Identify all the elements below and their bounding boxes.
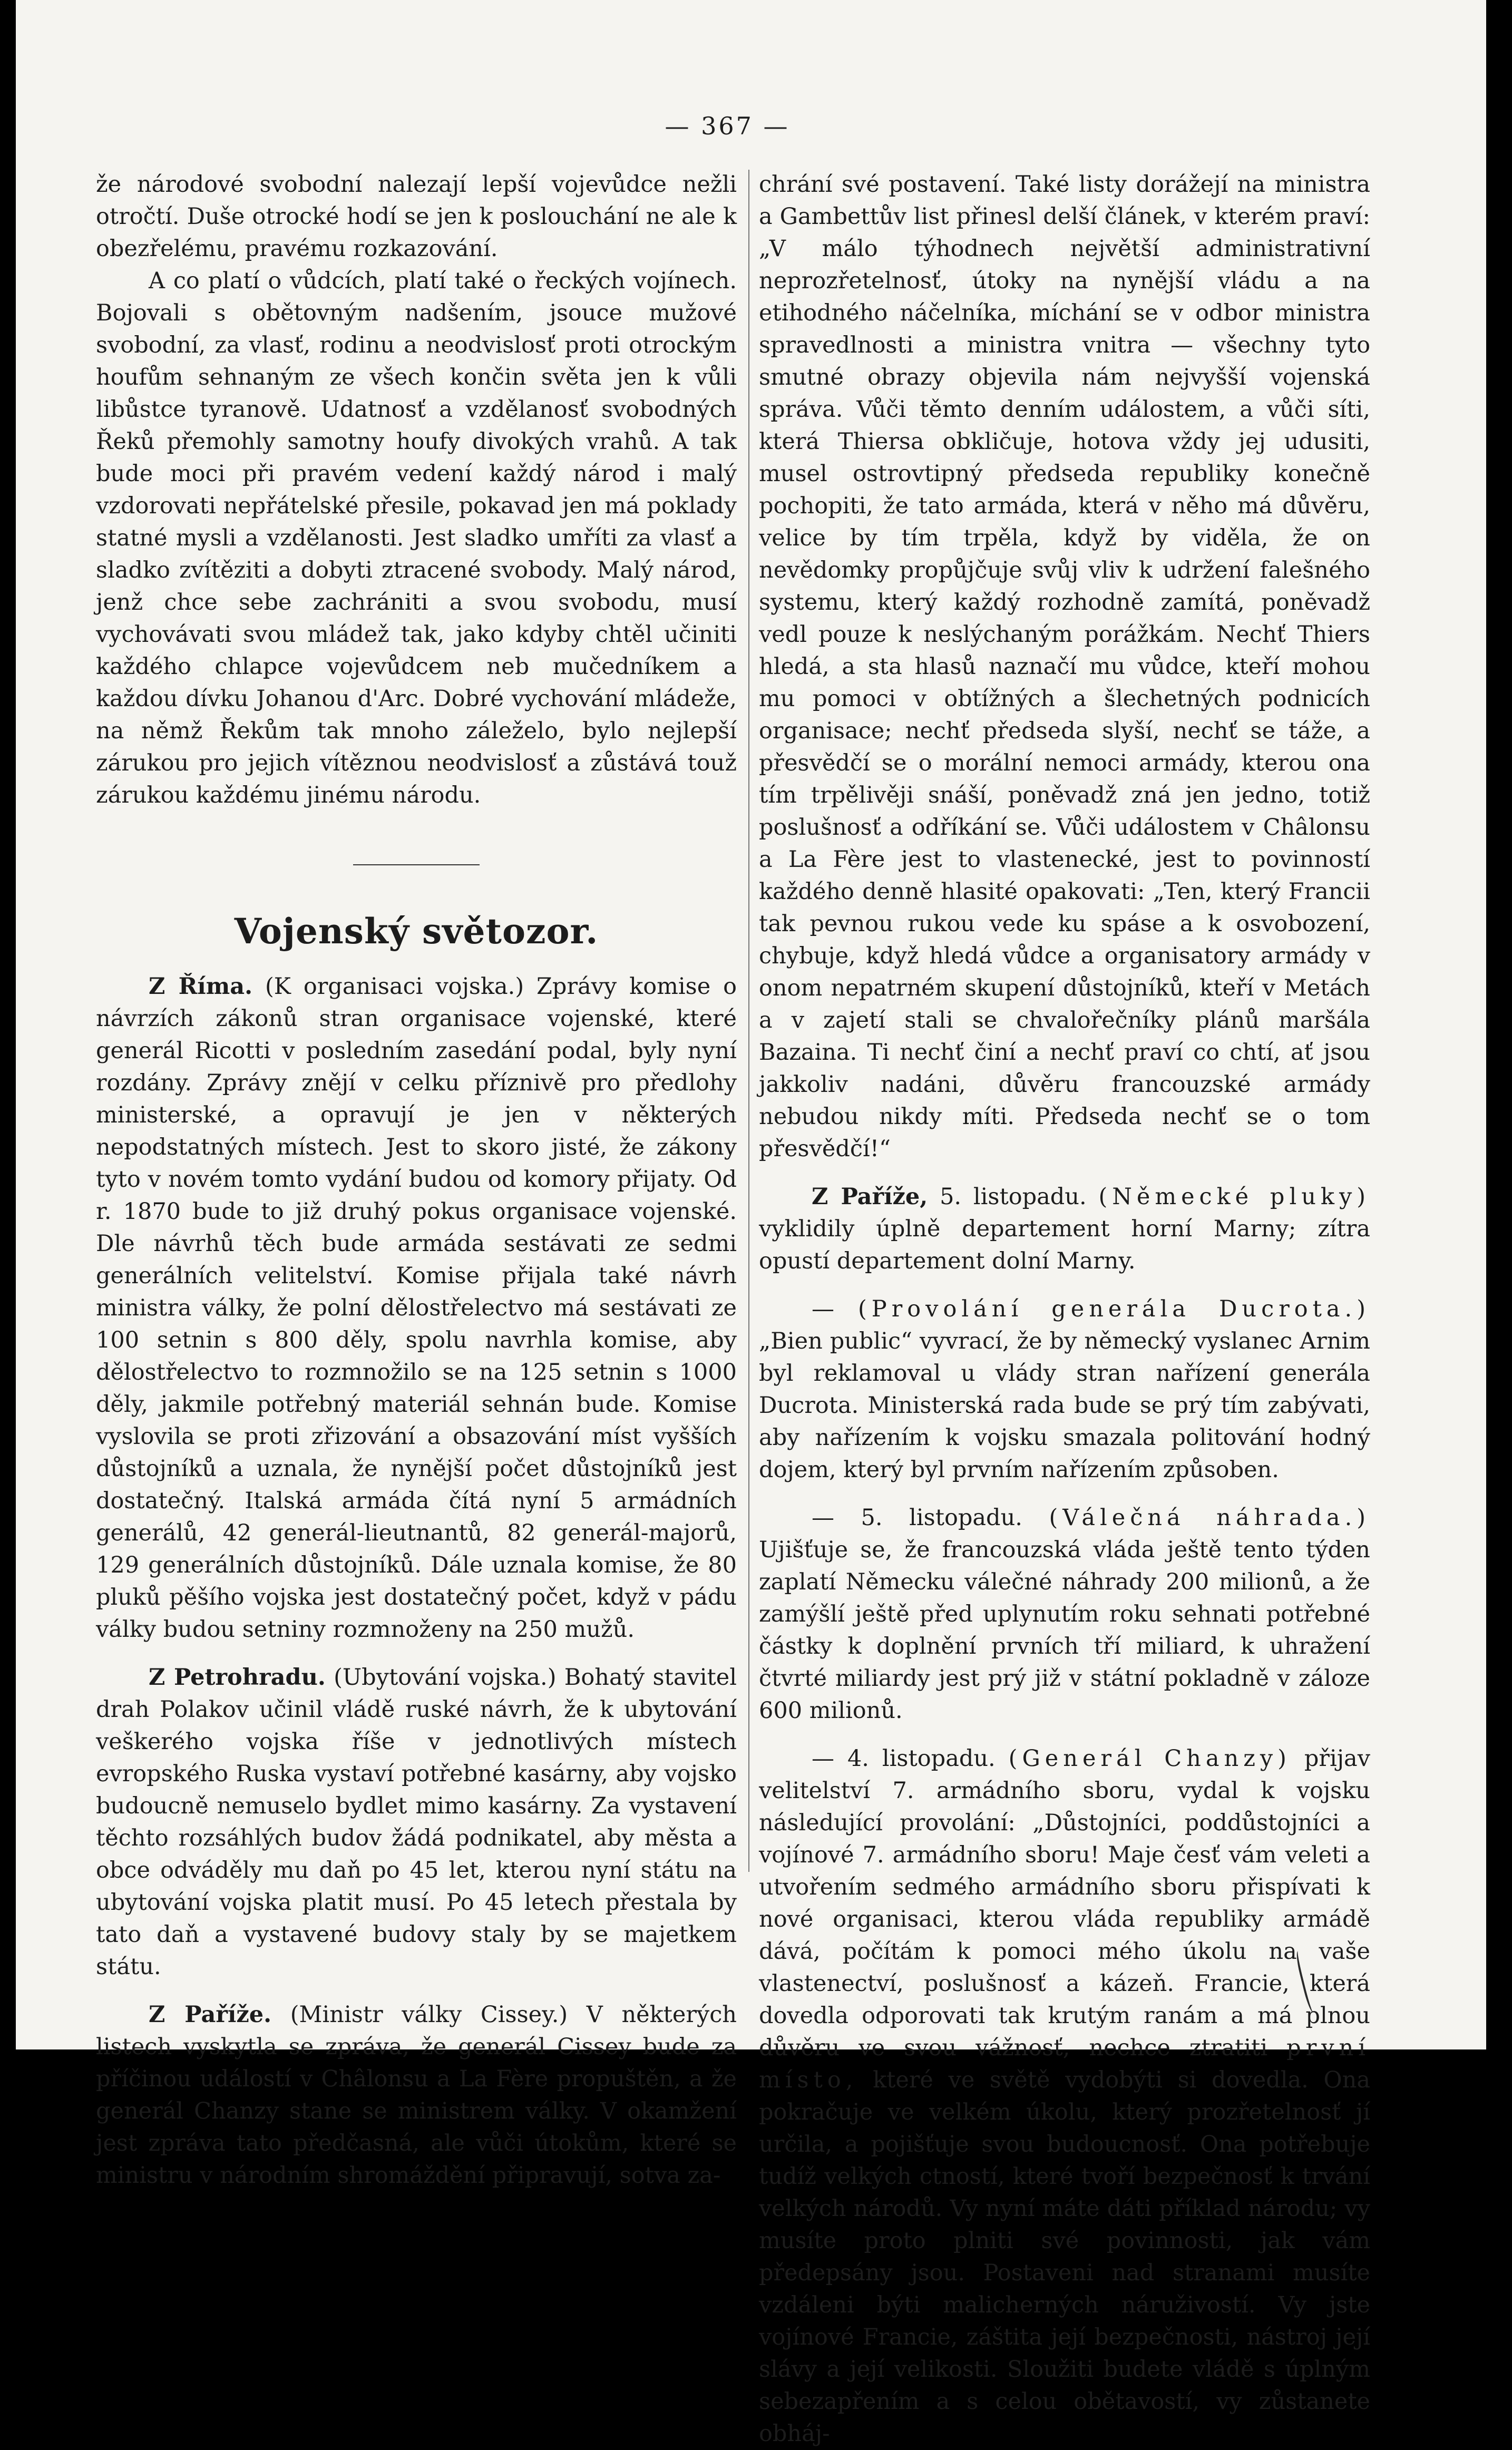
- dateline-pariz: Z Paříže.: [149, 2002, 272, 2028]
- section-divider: [353, 864, 480, 865]
- section-title: Vojenský světozor.: [234, 911, 599, 952]
- date-5-listopadu: 5. listopadu.: [940, 1184, 1087, 1210]
- article-nemecke-pluky: [759, 1181, 1370, 1277]
- article-ducrot-text: „Bien public“ vyvrací, že by německý vyslanec Arnim byl reklamoval u vlády stran nařízení generála Ducrota. Ministerská rada bude se prý tím zabývati, aby nařízením k vojsku smazala politování hodný dojem, který byl prvním nařízením způsoben.: [759, 1328, 1370, 1483]
- article-valecna-nahrada: [759, 1502, 1370, 1727]
- page-number: — 367 —: [665, 112, 790, 140]
- left-paragraph-2: A co platí o vůdcích, platí také o řeckých vojínech. Bojovali s obětovným nadšením, jsouce mužové svobodní, za vlasť, rodinu a neodvislosť proti otrockým houfům sehnaným ze všech končin světa jen k vůli libůstce tyranově. Udatnosť a vzdělanosť svobodných Řeků přemohly samotny houfy divokých vrahů. A tak bude moci při pravém vedení každý národ i malý vzdorovati nepřátelské přesile, pokavad jen má poklady statné mysli a vzdělanosti. Jest sladko umříti za vlasť a sladko zvítěziti a dobyti ztracené svobody. Malý národ, jenž chce sebe zachrániti a svou svobodu, musí vychovávati svou mládež tak, jako kdyby chtěl učiniti každého chlapce vojevůdcem neb mučedníkem a každou dívku Johanou d'Arc. Dobré vychování mládeže, na němž Řekům tak mnoho záleželo, bylo nejlepší zárukou pro jejich vítěznou neodvislosť a zůstává touž zárukou každému jinému národu.: [96, 268, 737, 808]
- article-valecna-nahrada-text: Ujišťuje se, že francouzská vláda ještě tento týden zaplatí Německu válečné náhrady 200 milionů, a že zamýšlí ještě před uplynutím roku sehnati potřebné částky k doplnění prvních tří miliard, k uhražení čtvrté miliardy jest prý již v státní pokladně v záloze 600 milionů.: [759, 1537, 1370, 1724]
- left-column: [96, 169, 737, 2189]
- topic-valecna-nahrada: (Válečná náhrada.): [1049, 1505, 1371, 1531]
- article-rima: [96, 971, 737, 1646]
- article-petrohrad-text: (Ubytování vojska.) Bohatý stavitel drah Polakov učinil vládě ruské návrh, že k ubytování veškerého vojska říše v jednotlivých místech evropského Ruska vystaví potřebné kasárny, aby vojsko budoucně nemuselo bydlet mimo kasárny. Za vystavení těchto rozsáhlých budov žádá podnikatel, aby města a obce odváděly mu daň po 45 let, kterou nyní státu na ubytování vojska platit musí. Po 45 letech přestala by tato daň a vystavené budovy staly by se majetkem státu.: [96, 1664, 737, 1980]
- article-ducrot: [759, 1293, 1370, 1486]
- article-rima-text: (K organisaci vojska.) Zprávy komise o návrzích zákonů stran organisace vojenské, které generál Ricotti v posledním zasedání podal, byly nyní rozdány. Zprávy znějí v celku příznivě pro předlohy ministerské, a opravují je jen v některých nepodstatných místech. Jest to skoro jisté, že zákony tyto v novém tomto vydání budou od komory přijaty. Od r. 1870 bude to již druhý pokus organisace vojenské. Dle návrhů těch bude armáda sestávati ze sedmi generálních velitelství. Komise přijala také návrh ministra války, že polní dělostřelectvo má sestávati ze 100 setnin s 800 děly, spolu navrhla komise, aby dělostřelectvo to rozmnožilo se na 125 setnin s 1000 děly, jakmile potřebný materiál sehnán bude. Komise vyslovila se proti zřizování a obsazování míst vyšších důstojníků a uznala, že nynější počet důstojníků jest dostatečný. Italská armáda čítá nyní 5 armádních generálů, 42 generál-lieutnantů, 82 generál-majorů, 129 generálních důstojníků. Dále uznala komise, že 80 pluků pěšího vojska jest dostatečný počet, když v pádu války budou setniny rozmnoženy na 250 mužů.: [96, 973, 737, 1643]
- dateline-rima: Z Říma.: [149, 973, 253, 1000]
- dash-lead: —: [812, 1296, 859, 1322]
- right-column: [759, 169, 1371, 2447]
- emphasis-prvni-misto: první místo,: [759, 2035, 1370, 2093]
- article-chanzy-text-a: přijav velitelství 7. armádního sboru, vydal k vojsku následující provolání: „Důstojníci, poddůstojníci a vojínové 7. armádního sboru! Maje česť vám veleti a utvořením sedmého armádního sboru přispívati k nové organisaci, kterou vláda republiky armádě dává, počítám k pomoci mého úkolu na vaše vlastenectví, poslušnosť a kázeň. Francie, která dovedla odporovati tak krutým ranám a má plnou důvěru ve svou vážnosť, nechce ztratiti: [759, 1745, 1370, 2061]
- topic-chanzy: (Generál Chanzy): [1008, 1745, 1291, 1772]
- topic-nemecke-pluky: (Německé pluky): [1098, 1184, 1371, 1210]
- newspaper-page: [16, 0, 1486, 2447]
- article-nemecke-pluky-text: vyklidily úplně departement horní Marny; zítra opustí departement dolní Marny.: [759, 1216, 1370, 1274]
- article-chanzy: [759, 1743, 1370, 2450]
- dateline-pariz-2: Z Paříže,: [812, 1184, 928, 1210]
- right-paragraph-1: chrání své postavení. Také listy dorážejí na ministra a Gambettův list přinesl delší článek, v kterém praví: „V málo týhodnech největší administrativní neprozřetelnosť, útoky na nynější vládu a na etihodného náčelníka, míchání se v odbor ministra spravedlnosti a ministra vnitra — všechny tyto smutné obrazy objevila nám nejvyšší vojenská správa. Vůči těmto denním událostem, a vůči síti, která Thiersa obkličuje, hotova vždy jej udusiti, musel ostrovtipný předseda republiky konečně pochopiti, že tato armáda, která v něho má důvěru, velice by tím trpěla, když by viděla, že on nevědomky propůjčuje svůj vliv k udržení falešného systemu, který každý rozhodně zamítá, poněvadž vedl pouze k neslýchaným porážkám. Nechť Thiers hledá, a sta hlasů naznačí mu vůdce, kteří mohou mu pomoci v obtížných a šlechetných podnicích organisace; nechť předseda slyší, nechť se táže, a přesvědčí se o morální nemoci armády, kterou ona tím trpělivěji snáší, poněvadž zná jen jedno, totiž poslušnosť a odříkání se. Vůči událostem v Châlonsu a La Fère jest to vlastenecké, jest to povinností každého denně hlasité opakovati: „Ten, který Francii tak pevnou rukou vede ku spáse a k osvobození, chybuje, když hledá vůdce a organisatory armády v onom nepatrném skupení důstojníků, kteří v Metách a v zajetí stali se chvalořečníky plánů maršála Bazaina. Ti nechť činí a nechť praví co chtí, ať jsou jakkoliv nadáni, důvěru francouzské armády nebudou nikdy míti. Předseda nechť se o tom přesvědčí!“: [759, 171, 1370, 1162]
- article-pariz-cissey: [96, 1999, 737, 2192]
- topic-ducrot: (Provolání generála Ducrota.): [858, 1296, 1370, 1322]
- dateline-petrohrad: Z Petrohradu.: [149, 1664, 326, 1691]
- column-divider: [748, 170, 749, 1872]
- article-petrohrad: [96, 1662, 737, 1983]
- date-5-listopadu-2: — 5. listopadu.: [812, 1505, 1022, 1531]
- article-chanzy-text-b: které ve světě vydobýti si dovedla. Ona pokračuje ve velkém úkolu, který prozřetelnosť jí určila, a pojišťuje svou budoucnosť. Ona potřebuje tudíž velkých ctností, které tvoří bezpečnosť k trvání velkých národů. Vy nyní máte dáti příklad národu; vy musíte proto plniti své povinnosti, jak vám předepsány jsou. Postaveni nad stranami musíte vzdáleni býti malicherných náruživostí. Vy jste vojínové Francie, záštita její bezpečnosti, nástroj její slávy a její velikosti. Sloužiti budete vládě s úplným sebezapřením a s celou obětavostí, vy zůstanete obháj-: [759, 2067, 1371, 2447]
- date-4-listopadu: — 4. listopadu.: [812, 1745, 996, 1772]
- article-pariz-cissey-text: (Ministr války Cissey.) V některých listech vyskytla se zpráva, že generál Cissey bude za příčinou událostí v Châlonsu a La Fère propuštěn, a že generál Chanzy stane se ministrem války. V okamžení jest zpráva tato předčasná, ale vůči útokům, které se ministru v národním shromáždění připravují, sotva za-: [96, 2002, 737, 2189]
- left-paragraph-1: že národové svobodní nalezají lepší vojevůdce nežli otročtí. Duše otrocké hodí se jen k poslouchání ne ale k obezřelému, pravému rozkazování.: [96, 171, 737, 262]
